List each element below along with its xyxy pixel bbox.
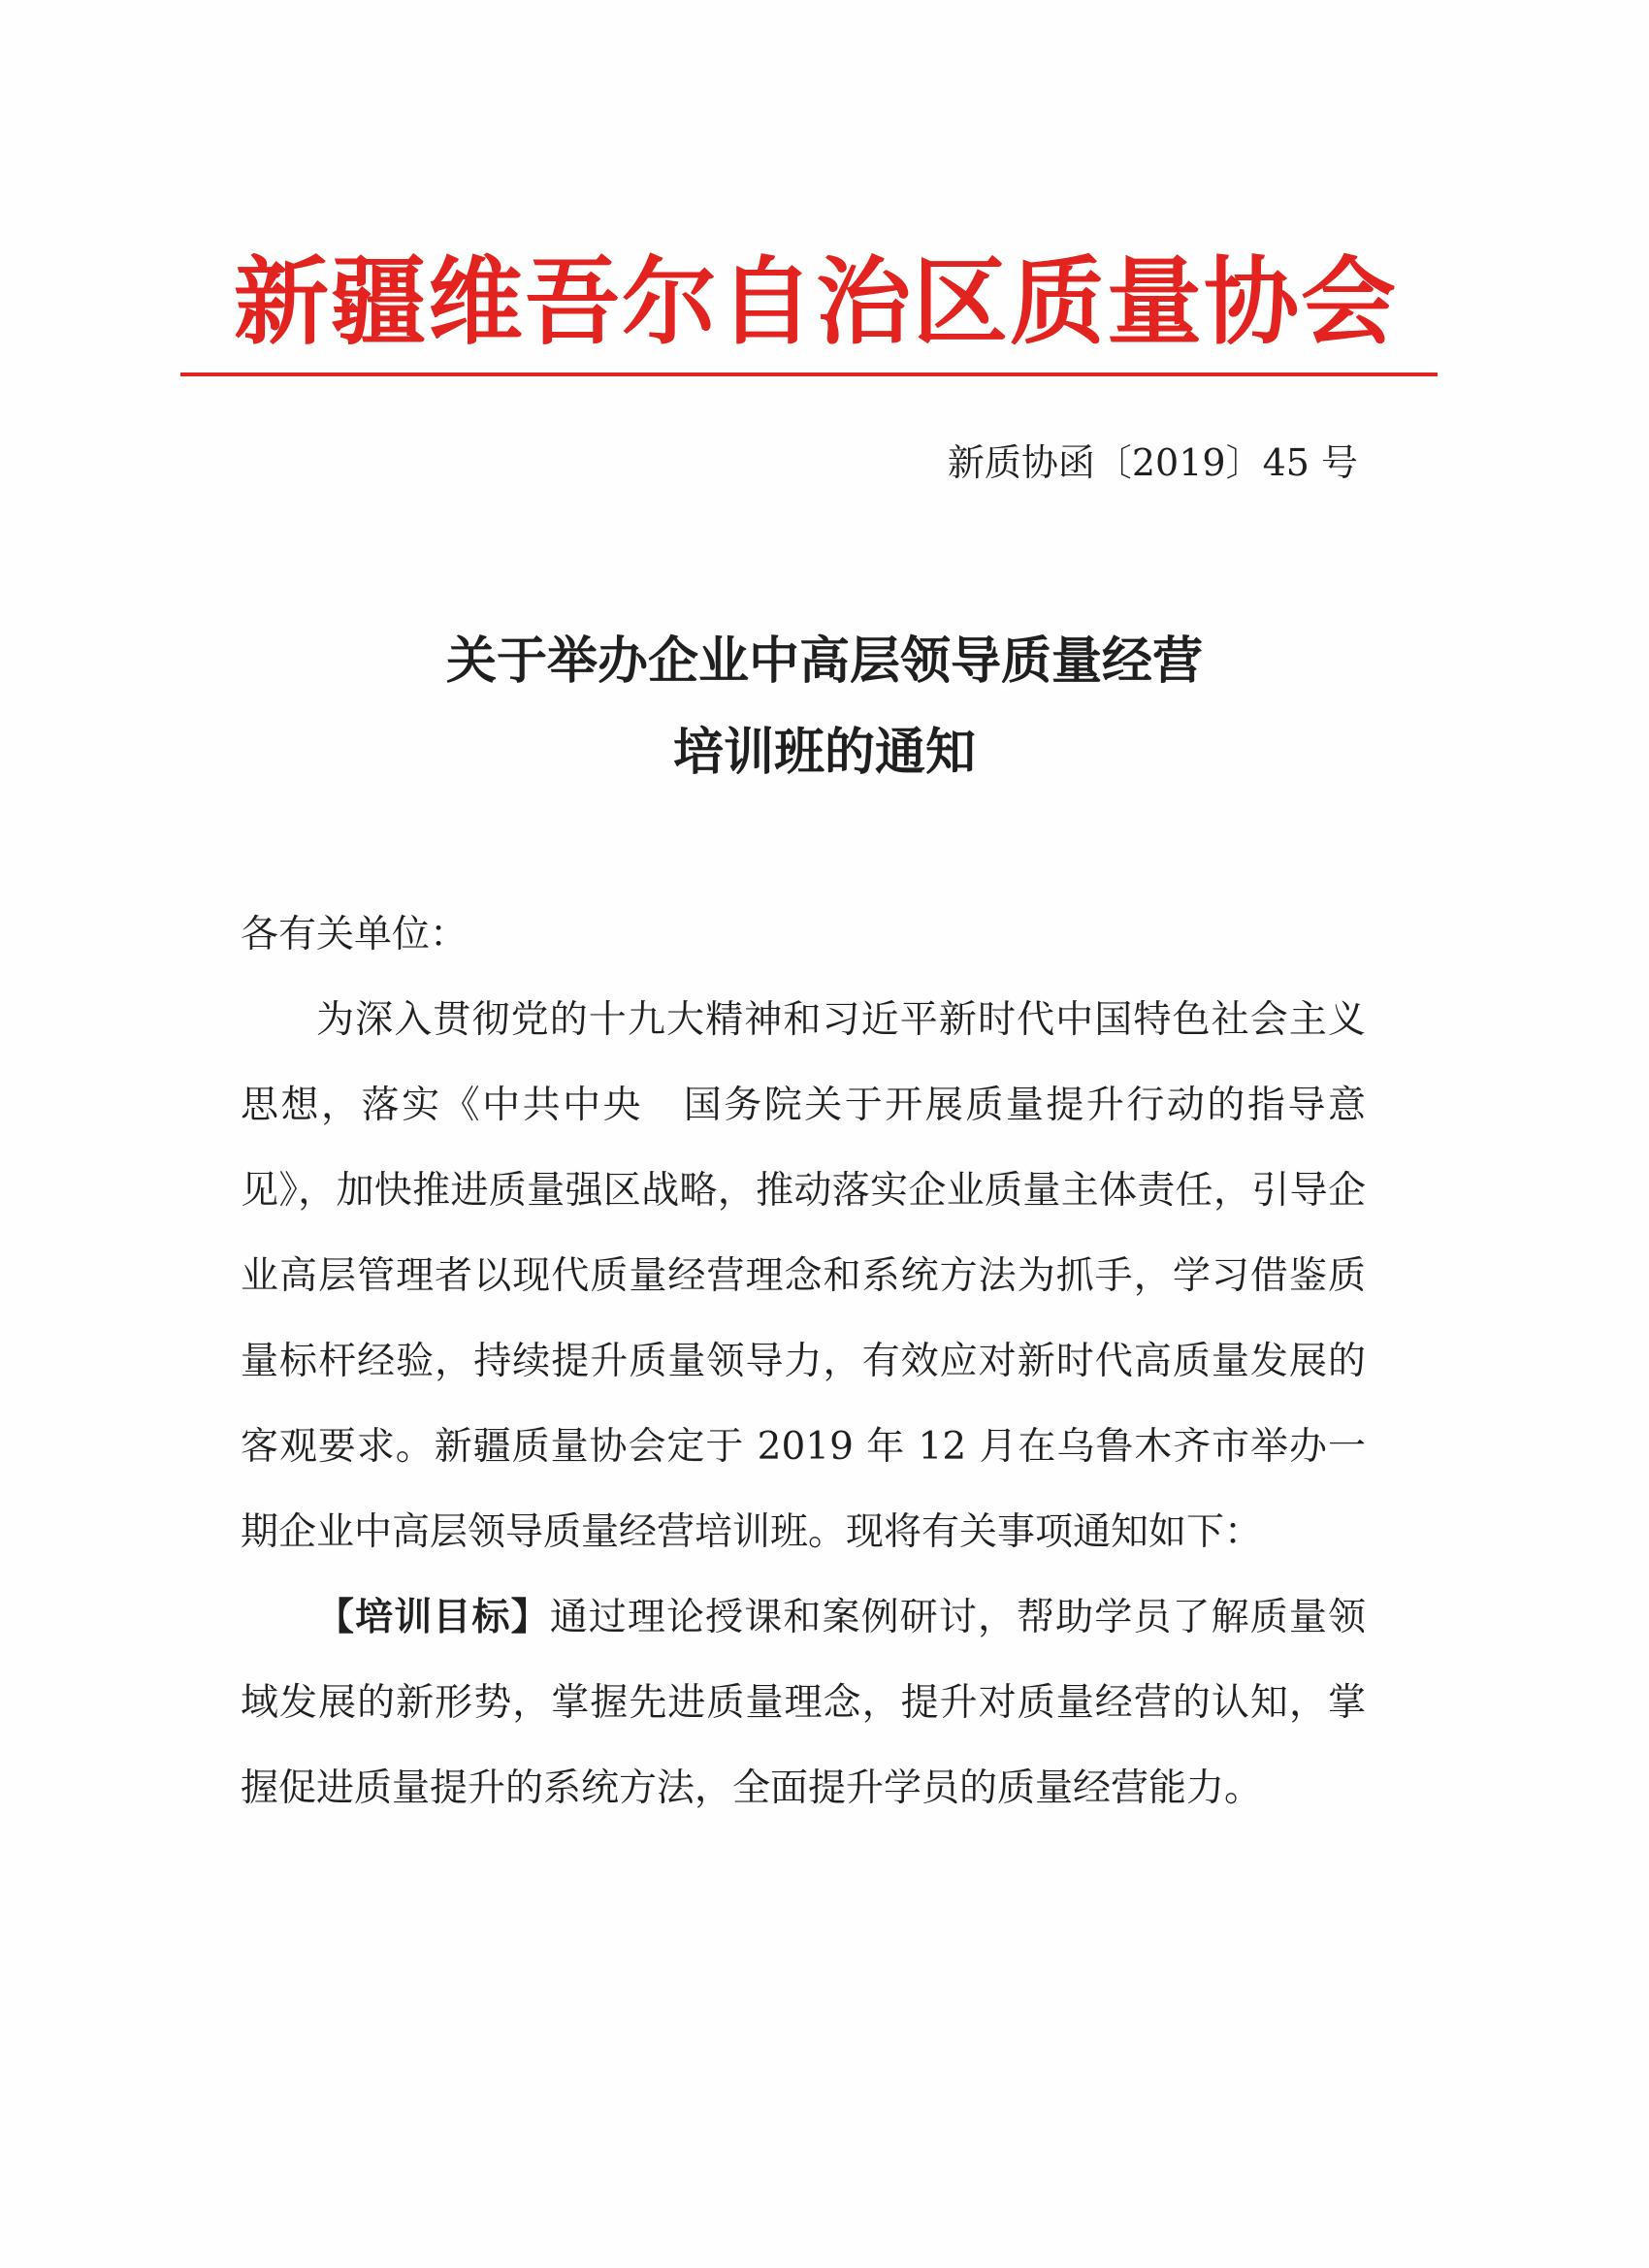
section-text-training-goal: 通过理论授课和案例研讨，帮助学员了解质量领域发展的新形势，掌握先进质量理念，提升对质量经营的认知，掌握促进质量提升的系统方法，全面提升学员的质量经营能力。 xyxy=(241,1596,1366,1810)
document-title-line-1: 关于举办企业中高层领导质量经营 xyxy=(445,632,1203,691)
document-body xyxy=(241,892,1366,1831)
document-number: 新质协函〔2019〕45 号 xyxy=(947,441,1358,484)
red-header-rule xyxy=(180,373,1438,376)
organization-header: 新疆维吾尔自治区质量协会 xyxy=(233,247,1398,358)
document-title-line-2: 培训班的通知 xyxy=(672,724,976,782)
salutation: 各有关单位： xyxy=(241,913,469,956)
paragraph-training-goal xyxy=(241,1575,1366,1831)
section-heading-training-goal: 【培训目标】 xyxy=(316,1596,550,1639)
paragraph-intro: 为深入贯彻党的十九大精神和习近平新时代中国特色社会主义思想，落实《中共中央 国务院关于开展质量提升行动的指导意见》，加快推进质量强区战略，推动落实企业质量主体责任，引导企业高层管理者以现代质量经营理念和系统方法为抓手，学习借鉴质量标杆经验，持续提升质量领导力，有效应对新时代高质量发展的客观要求。新疆质量协会定于 2019 年 12 月在乌鲁木齐市举办一期企业中高层领导质量经营培训班。现将有关事项通知如下： xyxy=(241,998,1366,1554)
